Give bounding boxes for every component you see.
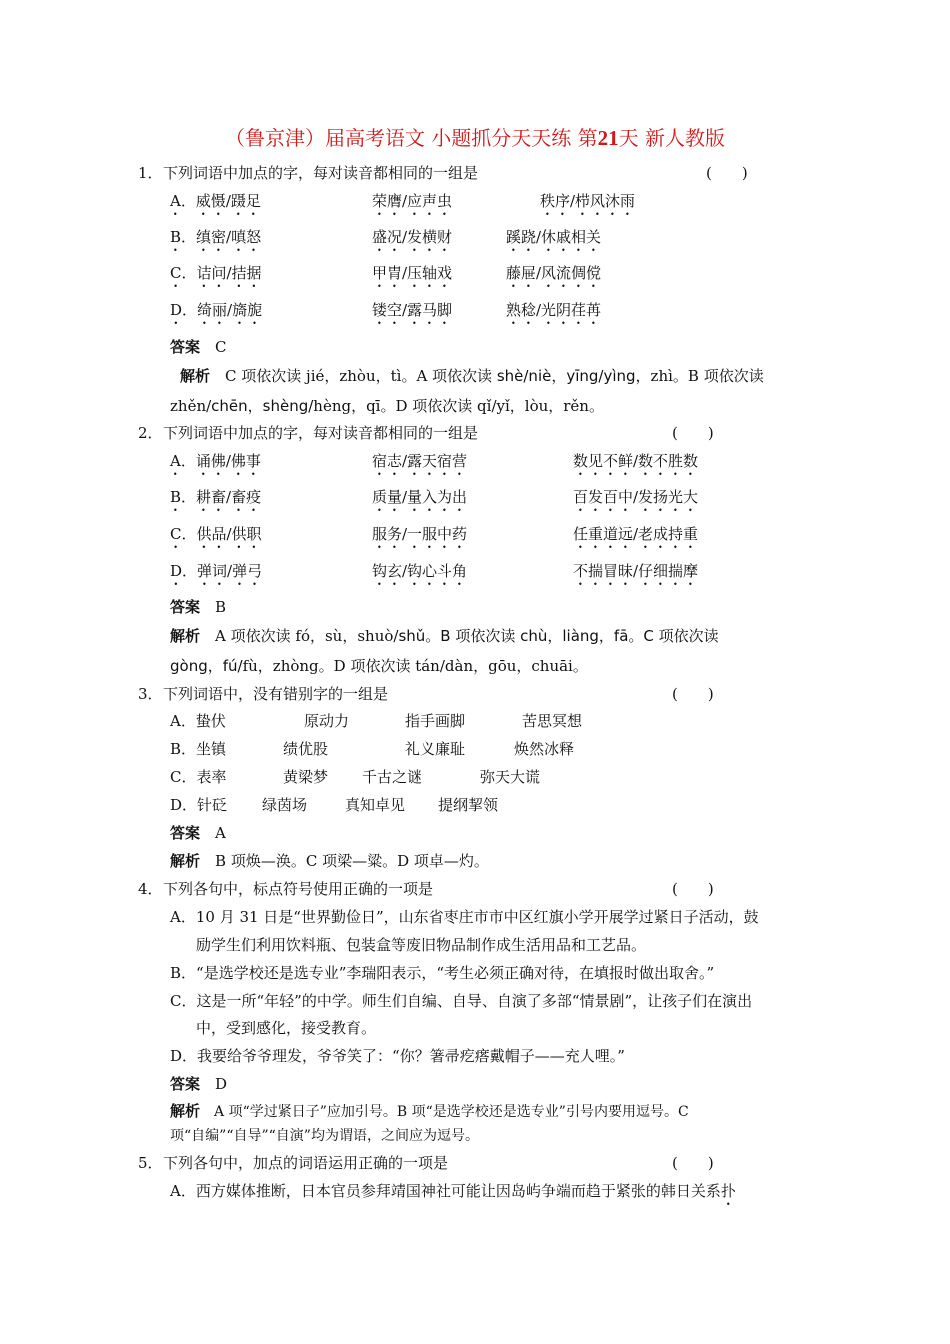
q3-analysis bbox=[170, 851, 489, 871]
option-b-term-3: 百发百中/发扬光大 bbox=[573, 488, 699, 506]
q1-answer bbox=[170, 337, 227, 357]
analysis-label: 解析 bbox=[170, 852, 201, 870]
option-term: 指手画脚 bbox=[405, 712, 466, 730]
question-text: 下列词语中加点的字，每对读音都相同的一组是 bbox=[163, 424, 479, 442]
question-number: 3． bbox=[138, 685, 163, 703]
answer-bracket: ( ) bbox=[672, 880, 714, 898]
analysis-text: B 项焕—涣。C 项梁—粱。D 项卓—灼。 bbox=[215, 852, 489, 870]
option-term: 绿茵场 bbox=[262, 796, 308, 814]
question-number: 5． bbox=[138, 1154, 163, 1172]
page-title bbox=[0, 122, 950, 151]
option-d-term-2: 镂空/露马脚 bbox=[372, 301, 453, 319]
option-c-term-3: 任重道远/老成持重 bbox=[573, 525, 699, 543]
q4-option-c-line-1: C．这是一所“年轻”的中学。师生们自编、自导、自演了多部“情景剧”，让孩子们在演出 bbox=[170, 992, 753, 1010]
option-a-term-3: 秩序/栉风沐雨 bbox=[540, 192, 636, 210]
title-suffix: 天 新人教版 bbox=[618, 126, 726, 150]
option-term: 绩优股 bbox=[283, 740, 329, 758]
option-term: 千古之谜 bbox=[362, 768, 423, 786]
question-number: 4． bbox=[138, 880, 163, 898]
option-d-term-3: 不揣冒昧/仔细揣摩 bbox=[573, 562, 699, 580]
title-day-number: 21 bbox=[597, 126, 619, 150]
option-term: B．坐镇 bbox=[170, 740, 227, 758]
option-term: A．蛰伏 bbox=[170, 712, 226, 730]
option-term: 弥天大谎 bbox=[480, 768, 541, 786]
q2-analysis bbox=[170, 621, 815, 681]
option-a-term-3: 数见不鲜/数不胜数 bbox=[573, 452, 699, 470]
q4-option-a-line-2: 励学生们利用饮料瓶、包装盒等废旧物品制作成生活用品和工艺品。 bbox=[196, 936, 647, 954]
analysis-text: ，zhì。B 项依次读 bbox=[635, 367, 764, 385]
answer-bracket: ( ) bbox=[706, 164, 748, 182]
option-d-term-1: D．弹词/弹弓 bbox=[170, 562, 263, 580]
option-b-term-3: 蹊跷/休戚相关 bbox=[506, 228, 602, 246]
answer-value: D bbox=[215, 1075, 228, 1093]
analysis-label: 解析 bbox=[170, 627, 201, 645]
q4-option-b: B．“是选学校还是选专业”李瑞阳表示，“考生必须正确对待，在填报时做出取舍。” bbox=[170, 964, 715, 982]
q3-answer bbox=[170, 823, 226, 843]
option-b-term-2: 盛况/发横财 bbox=[372, 228, 453, 246]
analysis-text: C 项依次读 jié，zhòu，tì。A 项依次读 bbox=[225, 367, 497, 385]
analysis-label: 解析 bbox=[170, 1102, 201, 1120]
option-a-term-1: A．威慑/蹑足 bbox=[170, 192, 261, 210]
question-text: 下列词语中加点的字，每对读音都相同的一组是 bbox=[163, 164, 479, 182]
analysis-text: chēn，shèng/ bbox=[211, 397, 314, 415]
analysis-text: shǔ。B 项依次读 chù，liàng，fā。C 项依次读 bbox=[398, 627, 719, 645]
option-b-term-2: 质量/量入为出 bbox=[372, 488, 468, 506]
analysis-text: zhěn/ bbox=[170, 397, 212, 415]
q5-option-a-line-1 bbox=[170, 1181, 736, 1209]
answer-value: C bbox=[215, 338, 227, 356]
question-number: 1． bbox=[138, 164, 163, 182]
q4-option-d: D．我要给爷爷理发，爷爷笑了：“你？箸帚疙瘩戴帽子——充人哩。” bbox=[170, 1047, 625, 1065]
question-number: 2． bbox=[138, 424, 163, 442]
q2-answer bbox=[170, 597, 226, 617]
answer-label: 答案 bbox=[170, 338, 201, 356]
option-a-term-2: 宿志/露天宿营 bbox=[372, 452, 468, 470]
option-c-term-3: 藤屉/风流倜傥 bbox=[506, 264, 602, 282]
analysis-label: 解析 bbox=[180, 367, 211, 385]
answer-bracket: ( ) bbox=[672, 685, 714, 703]
answer-value: A bbox=[215, 824, 226, 842]
q4-option-a-line-1: A．10 月 31 日是“世界勤俭日”，山东省枣庄市市中区红旗小学开展学过紧日子活动，鼓 bbox=[170, 908, 759, 926]
answer-label: 答案 bbox=[170, 824, 201, 842]
option-c-term-2: 甲胄/压轴戏 bbox=[372, 264, 453, 282]
q4-analysis-line-2: 项“自编”“自导”“自演”均为谓语，之间应为逗号。 bbox=[170, 1128, 479, 1144]
q4-analysis-line-1 bbox=[170, 1101, 689, 1122]
option-term: 焕然冰释 bbox=[514, 740, 575, 758]
option-b-term-1: B．耕畜/畜疫 bbox=[170, 488, 262, 506]
option-term: D．针砭 bbox=[170, 796, 228, 814]
option-term: C．表率 bbox=[170, 768, 227, 786]
question-text: 下列各句中，标点符号使用正确的一项是 bbox=[163, 880, 434, 898]
answer-bracket: ( ) bbox=[672, 1154, 714, 1172]
analysis-text: gòng，fú/ bbox=[170, 657, 243, 675]
option-text: A．西方媒体推断，日本官员参拜靖国神社可能让因岛屿争端而趋于紧张的韩日关系 bbox=[170, 1182, 721, 1200]
answer-label: 答案 bbox=[170, 598, 201, 616]
analysis-text: A 项“学过紧日子”应加引号。B 项“是选学校还是选专业”引号内要用逗号。C bbox=[214, 1104, 689, 1120]
analysis-text: fù，zhòng。D 项依次读 tán/dàn，gōu，chuāi。 bbox=[242, 657, 588, 675]
option-term: 礼义廉耻 bbox=[405, 740, 466, 758]
title-prefix: （鲁京津）届高考语文 小题抓分天天练 第 bbox=[224, 126, 598, 150]
option-d-term-1: D．绮丽/旖旎 bbox=[170, 301, 263, 319]
option-term: 提纲挈领 bbox=[438, 796, 499, 814]
analysis-text: hèng，qī。D 项依次读 qǐ/yǐ，lòu，rěn。 bbox=[313, 397, 604, 415]
option-term: 苦思冥想 bbox=[522, 712, 583, 730]
analysis-text: shè/niè，yīng/yìng bbox=[496, 367, 636, 385]
option-term: 真知卓见 bbox=[345, 796, 406, 814]
option-d-term-2: 钩玄/钩心斗角 bbox=[372, 562, 468, 580]
option-d-term-3: 熟稔/光阴荏苒 bbox=[506, 301, 602, 319]
q4-answer bbox=[170, 1074, 227, 1094]
option-c-term-2: 服务/一服中药 bbox=[372, 525, 468, 543]
question-text: 下列词语中，没有错别字的一组是 bbox=[163, 685, 389, 703]
option-a-term-2: 荣膺/应声虫 bbox=[372, 192, 453, 210]
option-a-term-1: A．诵佛/佛事 bbox=[170, 452, 261, 470]
option-b-term-1: B．缜密/嗔怒 bbox=[170, 228, 262, 246]
option-term: 黄梁梦 bbox=[283, 768, 329, 786]
option-term: 原动力 bbox=[304, 712, 350, 730]
option-c-term-1: C．诘问/拮据 bbox=[170, 264, 262, 282]
q1-analysis bbox=[170, 361, 815, 421]
dotted-char: 扑 bbox=[720, 1182, 736, 1200]
answer-label: 答案 bbox=[170, 1075, 201, 1093]
question-text: 下列各句中，加点的词语运用正确的一项是 bbox=[163, 1154, 449, 1172]
option-c-term-1: C．供品/供职 bbox=[170, 525, 262, 543]
answer-value: B bbox=[215, 598, 227, 616]
analysis-text: A 项依次读 fó，sù，shuò/ bbox=[215, 627, 399, 645]
q4-option-c-line-2: 中，受到感化，接受教育。 bbox=[196, 1019, 377, 1037]
answer-bracket: ( ) bbox=[672, 424, 714, 442]
